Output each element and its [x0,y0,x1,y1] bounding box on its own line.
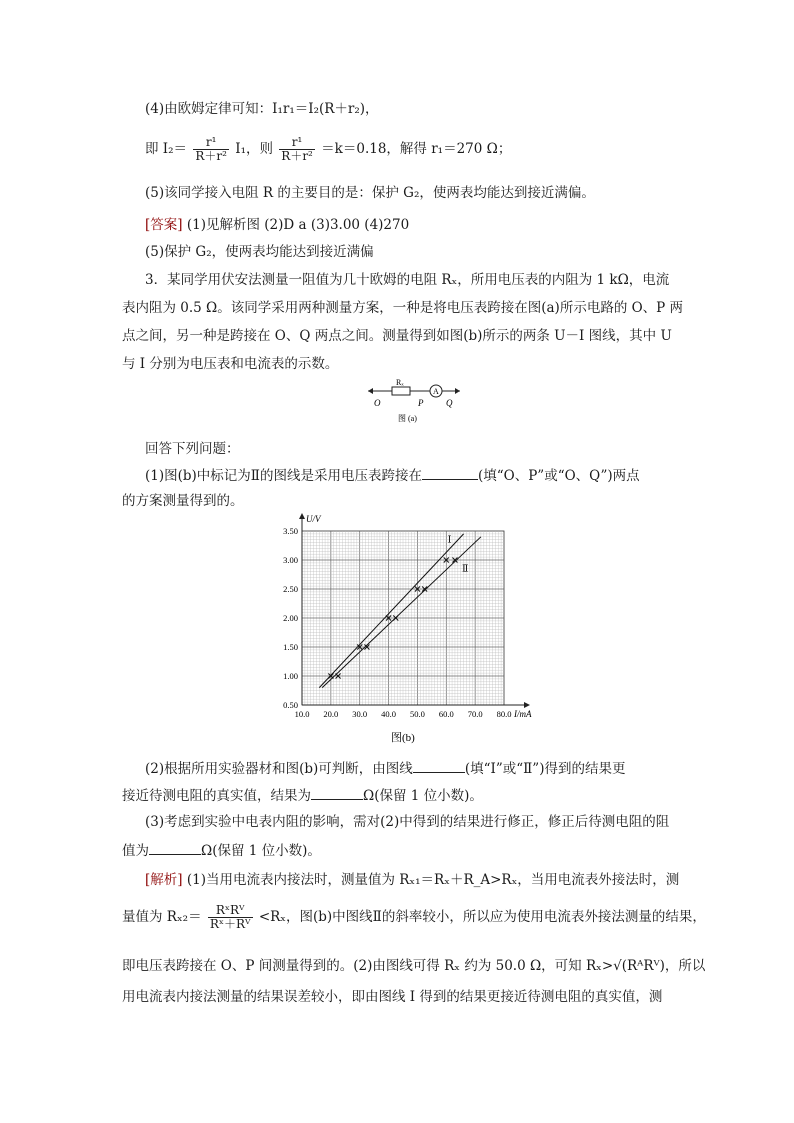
resistor [392,387,410,395]
y-tick-label: 1.00 [283,671,298,681]
x-tick-label: 20.0 [323,709,339,719]
y-axis-label: U/V [306,514,321,524]
series-label-1: Ⅰ [447,534,452,545]
part-2-line-1 [145,758,625,778]
part-1-line-1 [145,465,640,485]
text-fragment: 量值为 Rₓ₂＝ [122,909,202,925]
y-tick-label: 3.00 [283,555,298,565]
y-tick-label: 0.50 [283,700,298,710]
x-tick-label: 30.0 [352,709,368,719]
text-fragment: I₁，则 [235,141,273,157]
y-axis-arrow-icon [299,513,305,519]
text-fragment: Ω(保留 1 位小数)。 [363,788,483,804]
y-tick-label: 3.50 [283,526,298,536]
x-tick-label: 50.0 [409,709,425,719]
answer-blank-3[interactable] [311,785,363,800]
text-fragment: (2)根据所用实验器材和图(b)可判断，由图线 [145,761,413,777]
chart-grid [302,531,504,705]
arrow-icon [368,388,373,394]
series-label-2: Ⅱ [462,563,469,574]
answer-prompt: 回答下列问题： [145,441,240,457]
x-tick-label: 40.0 [381,709,397,719]
fraction-denominator: Rˣ＋Rⱽ [209,917,251,931]
part-3-line-1: (3)考虑到实验中电表内阻的影响，需对(2)中得到的结果进行修正，修正后待测电阻的阻 [145,814,670,830]
x-axis-label: I/mA [514,709,532,719]
solution-line-3: 即电压表跨接在 O、P 间测量得到的。(2)由图线可得 Rₓ 约为 50.0 Ω，可知 Rₓ>√(RᴬRⱽ)，所以 [122,958,706,974]
text-fragment: 值为 [122,843,149,859]
text-fragment: Ω(保留 1 位小数)。 [201,843,321,859]
answer-line [145,216,409,234]
solution-line-5: (5)该同学接入电阻 R 的主要目的是：保护 G₂，使两表均能达到接近满偏。 [145,185,595,201]
node-q-label: Q [446,398,453,408]
fraction-denominator: R＋r² [281,149,313,163]
text-fragment: (1)当用电流表内接法时，测量值为 Rₓ₁＝Rₓ＋R_A>Rₓ，当用电流表外接法时，测 [186,872,680,888]
part-3-line-2 [122,840,321,860]
y-tick-label: 1.50 [283,642,298,652]
part-2-line-2 [122,785,483,805]
answer-tag: [答案] [145,217,183,233]
y-tick-label: 2.00 [283,613,298,623]
fraction-numerator: r¹ [279,136,315,150]
x-axis-arrow-icon [524,702,530,708]
node-o-label: O [374,398,381,408]
text-fragment: (填“O、P”或“O、Q”)两点 [477,468,640,484]
question-3-line-1: 3．某同学用伏安法测量一阻值为几十欧姆的电阻 Rₓ，所用电压表的内阻为 1 kΩ，电流 [145,272,670,288]
x-tick-label: 10.0 [294,709,310,719]
x-tick-label: 60.0 [438,709,454,719]
question-3-line-3: 点之间，另一种是跨接在 O、Q 两点之间。测量得到如图(b)所示的两条 U－I 图线，其中 U [122,328,672,344]
question-3-line-4: 与 I 分别为电压表和电流表的示数。 [122,356,339,372]
answer-blank-1[interactable] [422,465,478,480]
figure-a-caption: 图 (a) [398,414,417,423]
resistor-label: Rₓ [396,378,404,387]
x-tick-label: 70.0 [467,709,483,719]
fraction [279,136,315,163]
solution-line-2 [122,904,706,931]
solution-line-1 [145,871,679,889]
text-fragment: 接近待测电阻的真实值，结果为 [122,788,311,804]
answer-text: (1)见解析图 (2)D a (3)3.00 (4)270 [186,217,410,233]
solution-line-4-cont: 用电流表内接法测量的结果误差较小，即由图线 I 得到的结果更接近待测电阻的真实值，测 [122,989,663,1005]
fraction-numerator: RˣRⱽ [208,904,253,918]
y-tick-label: 2.50 [283,584,298,594]
text-fragment: (1)图(b)中标记为Ⅱ的图线是采用电压表跨接在 [145,468,422,484]
fraction-numerator: r¹ [193,136,229,150]
text-fragment: (填“Ⅰ”或“Ⅱ”)得到的结果更 [464,761,626,777]
figure-b-caption: 图(b) [391,732,415,744]
answer-line-2: (5)保护 G₂，使两表均能达到接近满偏 [145,244,374,260]
node-p-label: P [418,398,424,408]
answer-blank-4[interactable] [149,840,201,855]
arrow-icon [455,388,460,394]
question-3-line-2: 表内阻为 0.5 Ω。该同学采用两种测量方案，一种是将电压表跨接在图(a)所示电路的 O、P 两 [122,300,684,316]
x-tick-label: 80.0 [496,709,512,719]
fraction [208,904,253,931]
part-1-line-2: 的方案测量得到的。 [122,493,244,509]
fraction [193,136,229,163]
text-fragment: ＝k＝0.18，解得 r₁＝270 Ω； [321,141,512,157]
solution-tag: [解析] [145,872,183,888]
solution-line-4: (4)由欧姆定律可知：I₁r₁＝I₂(R＋r₂)， [145,101,379,117]
text-fragment: <Rₓ，图(b)中图线Ⅱ的斜率较小，所以应为使用电流表外接法测量的结果， [258,909,706,925]
ammeter-label: A [433,387,439,396]
u-i-chart [265,512,565,747]
circuit-diagram [360,375,490,425]
answer-blank-2[interactable] [413,758,465,773]
solution-line-4b [145,136,511,163]
text-fragment: 即 I₂＝ [145,141,188,157]
fraction-denominator: R＋r² [195,149,227,163]
